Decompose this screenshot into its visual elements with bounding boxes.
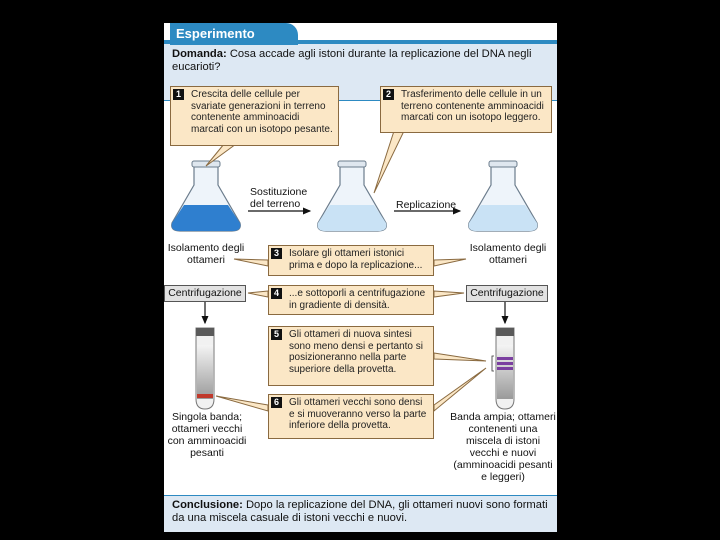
- result-caption-right: Banda ampia; ottameri contenenti una miscela di istoni vecchi e nuovi (amminoacidi pesanti e leggeri): [450, 411, 556, 483]
- tube-right: [492, 328, 514, 409]
- step-2-note: [380, 86, 552, 133]
- mixed-band-2: [497, 362, 513, 365]
- experiment-tab: Esperimento: [170, 23, 298, 45]
- conclusion-text: Dopo la replicazione del DNA, gli ottameri nuovi sono formati da una miscela casuale di istoni vecchi e nuovi.: [172, 499, 548, 524]
- question-text: Cosa accade agli istoni durante la replicazione del DNA negli eucarioti?: [172, 48, 532, 73]
- tube-left: [196, 328, 214, 409]
- step-5-number: 5: [271, 329, 282, 340]
- step-2-number: 2: [383, 89, 394, 100]
- step-1-number: 1: [173, 89, 184, 100]
- step-4-number: 4: [271, 288, 282, 299]
- step-1-note: [170, 86, 339, 146]
- flask-light-1: [318, 161, 387, 231]
- pointer-note-2: [374, 131, 404, 193]
- centrifuge-label-right: Centrifugazione: [466, 285, 548, 302]
- step-3-text: Isolare gli ottameri istonici prima e dopo la replicazione...: [289, 248, 423, 271]
- step-3-number: 3: [271, 248, 282, 259]
- step-5-note: [268, 326, 434, 386]
- step-3-note: [268, 245, 434, 276]
- step-4-text: ...e sottoporli a centrifugazione in gradiente di densità.: [289, 288, 426, 311]
- arrow-label-medium-switch: Sostituzione del terreno: [250, 186, 308, 210]
- pointer-note-6-right: [434, 368, 486, 411]
- flask-heavy: [172, 161, 241, 231]
- arrow-label-replication: Replicazione: [396, 199, 457, 211]
- step-6-text: Gli ottameri vecchi sono densi e si muoveranno verso la parte inferiore della provetta.: [289, 397, 427, 431]
- pointer-note-4-right: [434, 291, 464, 297]
- question-label: Domanda:: [172, 48, 227, 60]
- result-caption-left: Singola banda; ottameri vecchi con amminoacidi pesanti: [167, 411, 247, 459]
- step-4-note: [268, 285, 434, 315]
- conclusion: [172, 499, 552, 525]
- pointer-note-4-left: [248, 291, 268, 297]
- centrifuge-label-left: Centrifugazione: [164, 285, 246, 302]
- step-2-text: Trasferimento delle cellule in un terreno contenente amminoacidi marcati con un isotopo leggero.: [401, 89, 544, 123]
- mixed-band-3: [497, 367, 513, 370]
- pointer-note-5: [434, 353, 486, 361]
- step-6-number: 6: [271, 397, 282, 408]
- conclusion-label: Conclusione:: [172, 499, 243, 511]
- step-1-text: Crescita delle cellule per svariate generazioni in terreno contenente amminoacidi marcati con un isotopo pesante.: [191, 89, 333, 135]
- pointer-note-1: [206, 144, 236, 166]
- isolation-caption-left: Isolamento degli ottameri: [167, 242, 245, 266]
- isolation-caption-right: Isolamento degli ottameri: [469, 242, 547, 266]
- pointer-note-6-left: [216, 396, 268, 411]
- step-5-text: Gli ottameri di nuova sintesi sono meno densi e pertanto si posizioneranno nella parte superiore della provetta.: [289, 329, 423, 375]
- step-6-note: [268, 394, 434, 439]
- experiment-panel: [164, 23, 557, 532]
- pointer-note-3-right: [434, 259, 466, 266]
- mixed-band-1: [497, 357, 513, 360]
- flask-light-2: [469, 161, 538, 231]
- heavy-band: [197, 394, 213, 398]
